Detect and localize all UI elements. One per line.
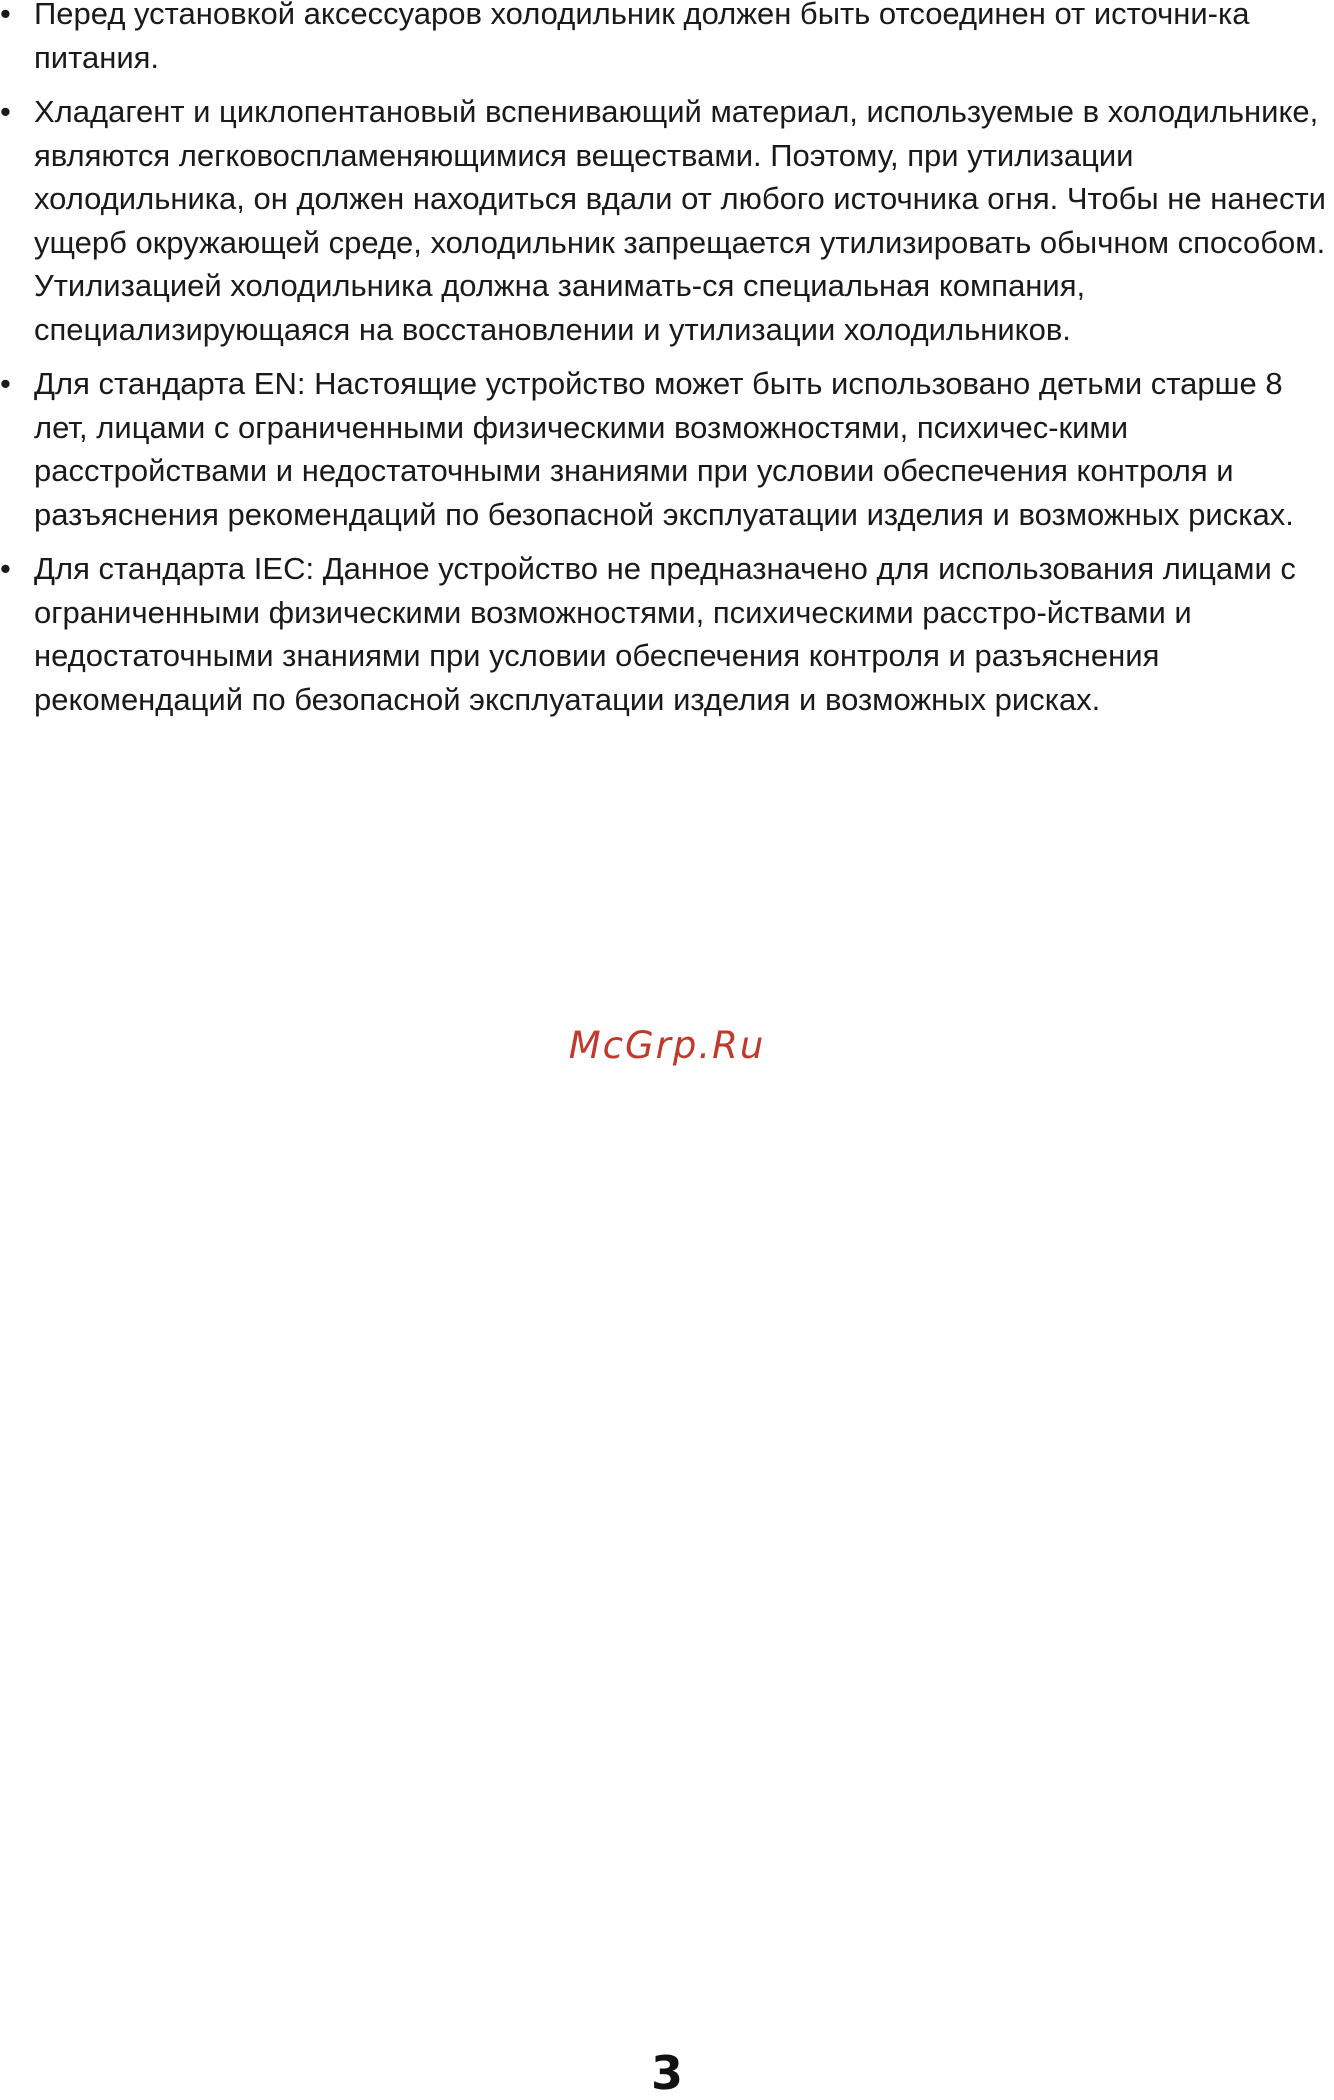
safety-bullet-list [0, 0, 1334, 732]
bullet-text: Для стандарта EN: Настоящие устройство может быть использовано детьми старше 8 лет, лицами с ограниченными физическими возможностями, психичес-кими расстройствами и недостаточными знаниями при условии обеспечения контроля и разъяснения рекомендаций по безопасной эксплуатации изделия и возможных рисках. [34, 366, 1294, 532]
bullet-text: Для стандарта IEC: Данное устройство не предназначено для использования лицами с ограниченными физическими возможностями, психическими расстро-йствами и недостаточными знаниями при условии обеспечения контроля и разъяснения рекомендаций по безопасной эксплуатации изделия и возможных рисках. [34, 551, 1296, 717]
bullet-icon: • [0, 0, 11, 31]
bullet-item-refrigerant-disposal [0, 90, 1334, 351]
bullet-icon: • [0, 551, 11, 586]
bullet-icon: • [0, 94, 11, 129]
bullet-text: Хладагент и циклопентановый вспенивающий материал, используемые в холодильнике, являются легковоспламеняющимися веществами. Поэтому, при утилизации холодильника, он должен находиться вдали от любого источника огня. Чтобы не нанести ущерб окружающей среде, холодильник запрещается утилизировать обычном способом. Утилизацией холодильника должна занимать-ся специальная компания, специализирующаяся на восстановлении и утилизации холодильников. [34, 94, 1326, 347]
bullet-text: Перед установкой аксессуаров холодильник должен быть отсоединен от источни-ка питания. [34, 0, 1250, 75]
bullet-item-en-standard [0, 362, 1334, 536]
watermark: McGrp.Ru [568, 1024, 766, 1067]
bullet-icon: • [0, 366, 11, 401]
bullet-item-iec-standard [0, 547, 1334, 721]
bullet-item-disconnect-power [0, 0, 1334, 79]
page-number: 3 [650, 2046, 683, 2100]
